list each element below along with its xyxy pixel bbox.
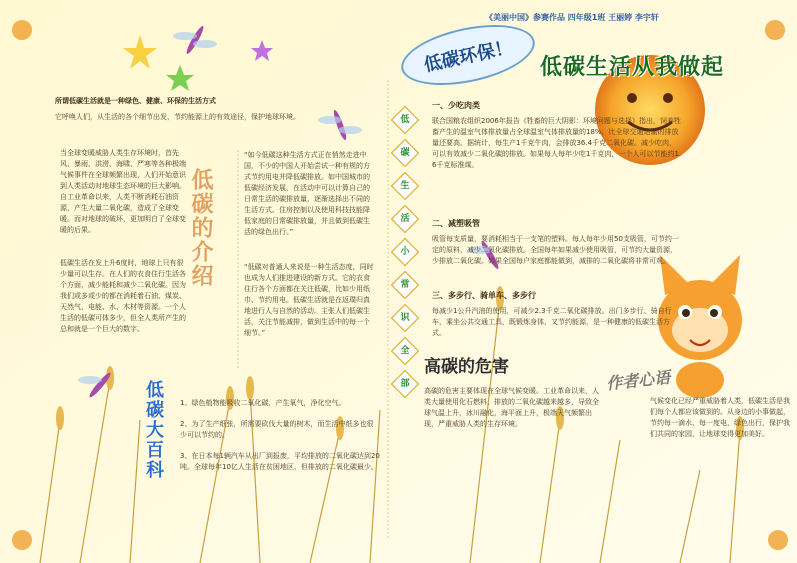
mid-paragraph-1: “如今低碳这种生活方式正在悄然走进中国，不少的中国人开始尝试一种有规的方式节约用电并降低碳排放。如中国城市的低碳经济发展，在活动中可以计算自己的日常生活的碳排放量，逐渐选择出不同的生活方式。住房控制以及使用科技技能降低家庭的日常碳排放量，并且做到低碳生活的绿色出行。” — [244, 151, 370, 236]
encyclopedia-item: 1、绿色植物能吸收二氧化碳，产生氧气，净化空气。 — [180, 399, 346, 407]
credit-line: 《美丽中国》参赛作品 四年级1班 王丽婷 李宇轩 — [485, 13, 659, 22]
ribbon-char: 低 — [391, 106, 419, 134]
bubble-title: 低碳环保！ — [422, 36, 515, 77]
hazard-text: 高碳的危害主要体现在全球气候变暖。工业革命以来，人类大量使用化石燃料，排放的二氧化碳越来越多，导致全球气温上升，冰川融化，海平面上升，极端天气频繁出现，严重威胁人类的生存环境。 — [424, 387, 599, 428]
left-paragraph-1: 当全球变暖威胁人类生存环境时，首先风、暴雨、洪涝、海啸、严寒等各种极端气候事件在全球频繁出现，人们开始意识到人类活动对地球生态环境的巨大影响。自工业革命以来，人类不断消耗石油资源，产生大量二氧化碳，造成了全球变暖。而对地球的破坏，更加明白了全球变暖的后果。 — [60, 149, 186, 234]
encyclopedia-item: 3、在日本每1辆汽车从出厂到报废，平均排放的二氧化碳达到20吨。全球每年10亿人生活在贫困地区，但排放的二氧化碳最少。 — [180, 452, 380, 471]
ribbon-char: 全 — [391, 337, 419, 365]
section-text-straw: 吸管每支质量，要消耗相当于一支笔的塑料。每人每年少用50支吸管，可节约一定的原料，减少二氧化碳排放。全国每年如果减少使用吸管，可节约大量资源，少排放二氧化碳。如果全国每户家庭都能做到，减排的二氧化碳将非常可观。 — [432, 235, 679, 265]
ribbon-char: 部 — [391, 370, 419, 398]
author-text: 气候变化已经严重威胁着人类，低碳生活是我们每个人都应该做到的。从身边的小事做起，节约每一滴水、每一度电，绿色出行，保护我们共同的家园，让地球变得更加美好。 — [650, 397, 790, 438]
section-text-meat: 联合国粮农组织2006年报告《牲畜的巨大阴影：环境问题与选择》指出，饲养牲畜产生的温室气体排放量占全球温室气体排放量的18%，比全球交通运输的排放量还要高。据统计，每生产1千克牛肉，会排放36.4千克二氧化碳。减少吃肉，可以有效减少二氧化碳的排放。如果每人每年少吃1千克肉，一个人可以节能约1.6千克标准煤。 — [432, 117, 682, 169]
left-vertical-title: 低碳的介绍 — [188, 168, 214, 288]
encyclopedia-list — [180, 398, 380, 473]
section-text-walk: 每减少1公升汽油的使用，可减少2.3千克二氧化碳排放。出门多步行、骑自行车，乘坐公共交通工具，既锻炼身体，又节约能源，是一种健康的低碳生活方式。 — [432, 307, 672, 337]
left-paragraph-2: 低碳生活在发上升6度时，地球上只有很少量可以生存。在人们的衣食住行生活各个方面，减少能耗和减少二氧化碳。因为我们或多或少的都在消耗着石油、煤炭、天然气、电能、水、木材等资源。一个人生活的低碳可体多少，但全人类所产生的总和就是一个巨大的数字。 — [60, 259, 186, 333]
encyclopedia-item: 2、为了生产纸张，所需要砍伐大量的树木，而生活中纸多也很少可以节约的。 — [180, 420, 374, 439]
ribbon-char: 常 — [391, 271, 419, 299]
section-heading-straw: 二、减塑吸管 — [432, 219, 480, 228]
intro-lead: 所谓低碳生活就是一种绿色、健康、环保的生活方式 — [55, 97, 216, 105]
section-heading-walk: 三、多步行、骑单车、多步行 — [432, 291, 536, 300]
section-heading-meat: 一、少吃肉类 — [432, 101, 480, 110]
ribbon-char: 生 — [391, 172, 419, 200]
hazard-title: 高碳的危害 — [424, 357, 509, 377]
ribbon-char: 识 — [391, 304, 419, 332]
author-title: 作者心语 — [605, 367, 671, 394]
ribbon-char: 小 — [391, 238, 419, 266]
intro-lead2: 它呼唤人们，从生活的各个细节出发，节约能源上的有效途径，保护地球环境。 — [55, 113, 300, 121]
main-title: 低碳生活从我做起 — [540, 54, 725, 80]
ribbon-char: 碳 — [391, 139, 419, 167]
mid-paragraph-2: “低碳对普通人来说是一种生活态度，同时也成为人们推进建设的新方式。它的衣食住行各个方面都在关注低碳，比如少用纸巾、节约用电。低碳生活就是在返璞归真地进行人与自然的活动。主张人们低碳生活，关注节能减排，做到生活中的每一个细节。” — [244, 263, 374, 337]
ribbon-char: 活 — [391, 205, 419, 233]
encyclopedia-vertical-title: 低碳大百科 — [143, 380, 164, 480]
